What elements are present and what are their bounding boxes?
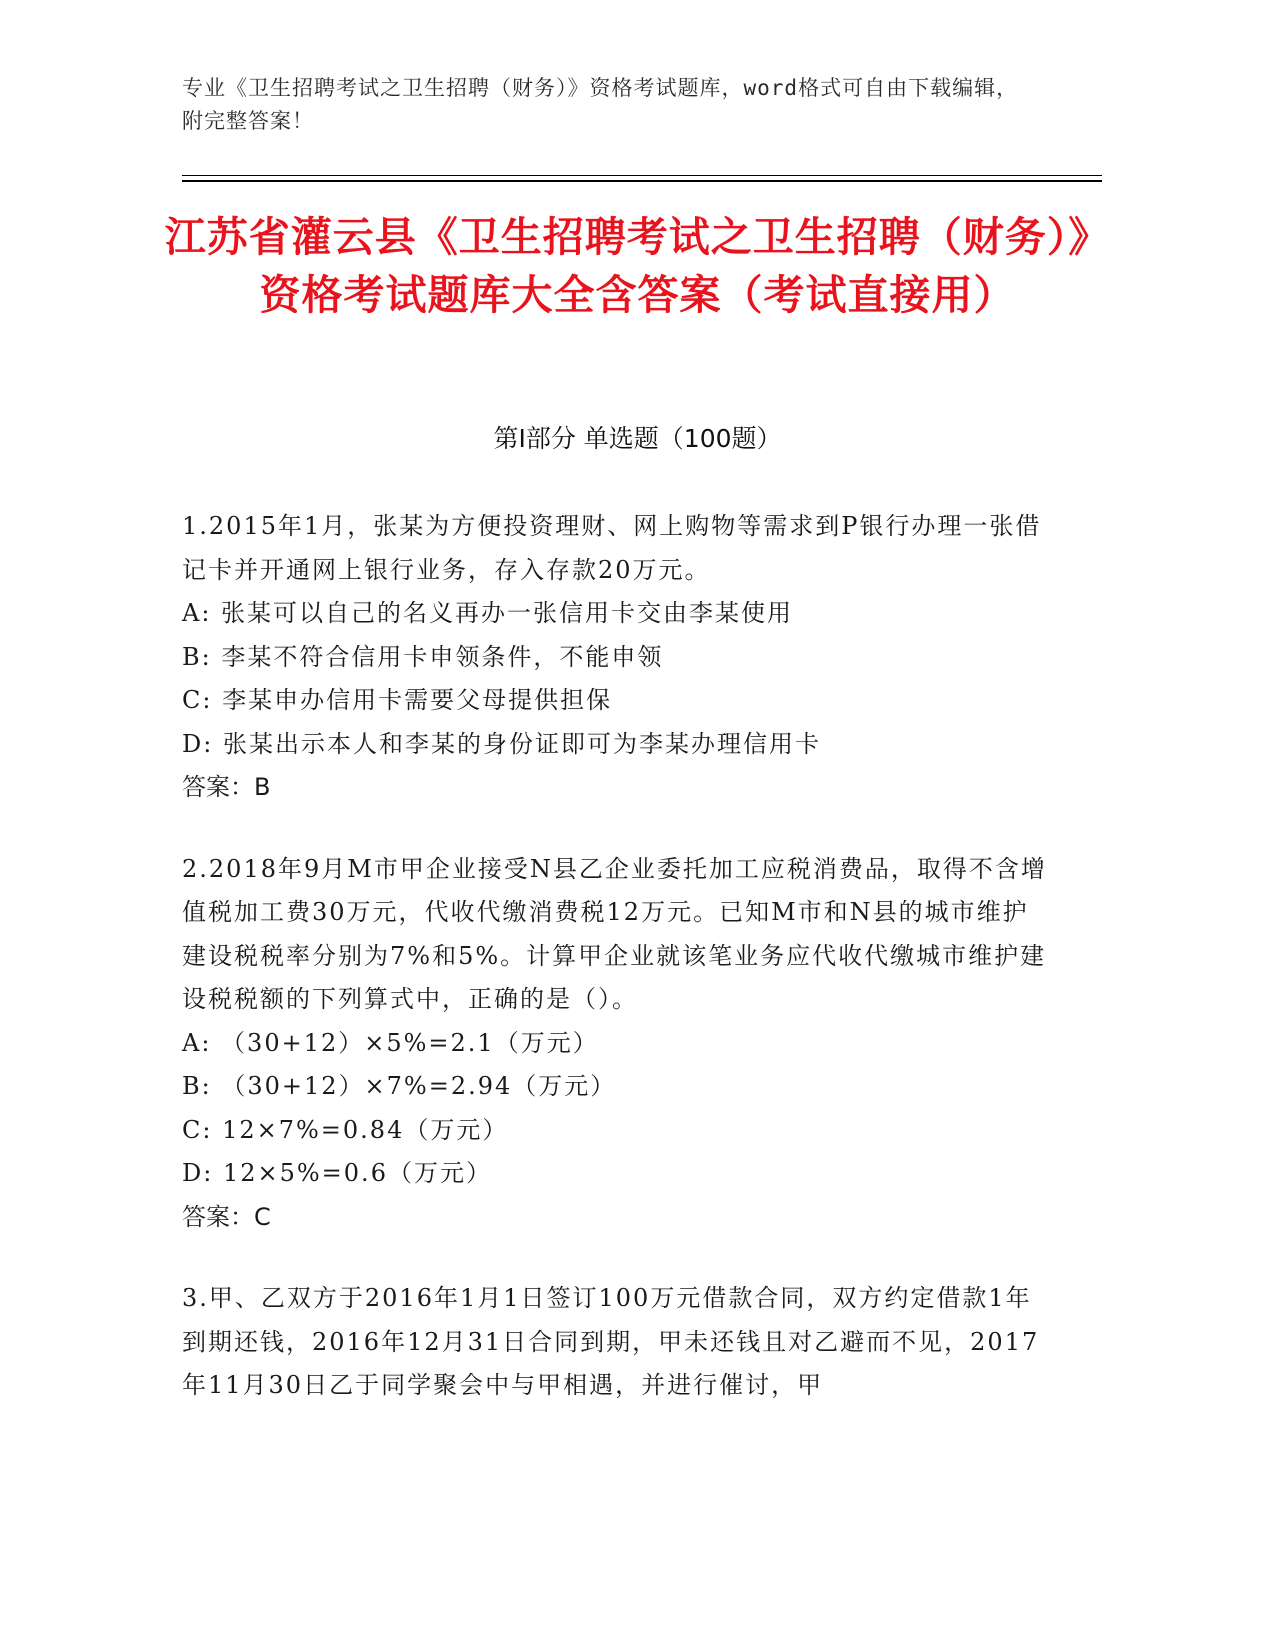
question-3 xyxy=(182,1277,1052,1408)
option-b: B: 李某不符合信用卡申领条件，不能申领 xyxy=(182,642,664,671)
question-stem: 2.2018年9月M市甲企业接受N县乙企业委托加工应税消费品，取得不含增值税加工费30万元，代收代缴消费税12万元。已知M市和N县的城市维护建设税税率分别为7%和5%。计算甲企业就该笔业务应代收代缴城市维护建设税税额的下列算式中，正确的是（）。 xyxy=(182,854,1047,1013)
option-d: D: 张某出示本人和李某的身份证即可为李某办理信用卡 xyxy=(182,729,821,758)
question-1 xyxy=(182,505,1052,810)
option-c: C: 李某申办信用卡需要父母提供担保 xyxy=(182,686,613,714)
question-stem: 1.2015年1月，张某为方便投资理财、网上购物等需求到P银行办理一张借记卡并开通网上银行业务，存入存款20万元。 xyxy=(182,512,1042,584)
header-divider-thick xyxy=(182,180,1102,182)
question-2 xyxy=(182,848,1052,1240)
option-a: A: （30+12）×5%=2.1（万元） xyxy=(182,1028,599,1057)
question-list xyxy=(182,505,1052,1446)
option-c: C: 12×7%=0.84（万元） xyxy=(182,1115,509,1144)
header-divider-thin xyxy=(182,175,1102,176)
option-a: A: 张某可以自己的名义再办一张信用卡交由李某使用 xyxy=(182,599,794,627)
question-stem: 3.甲、乙双方于2016年1月1日签订100万元借款合同，双方约定借款1年到期还钱，2016年12月31日合同到期，甲未还钱且对乙避而不见，2017年11月30日乙于同学聚会中与甲相遇，并进行催讨，甲 xyxy=(182,1284,1040,1399)
document-title: 江苏省灌云县《卫生招聘考试之卫生招聘（财务）》资格考试题库大全含答案（考试直接用） xyxy=(164,213,1111,319)
answer: 答案：C xyxy=(182,1202,271,1231)
answer: 答案：B xyxy=(182,773,271,801)
section-title: 第Ⅰ部分 单选题（100题） xyxy=(493,424,782,453)
option-b: B: （30+12）×7%=2.94（万元） xyxy=(182,1072,617,1100)
option-d: D: 12×5%=0.6（万元） xyxy=(182,1159,492,1187)
header-note: 专业《卫生招聘考试之卫生招聘（财务）》资格考试题库，word格式可自由下载编辑，附完整答案！ xyxy=(182,76,1019,133)
